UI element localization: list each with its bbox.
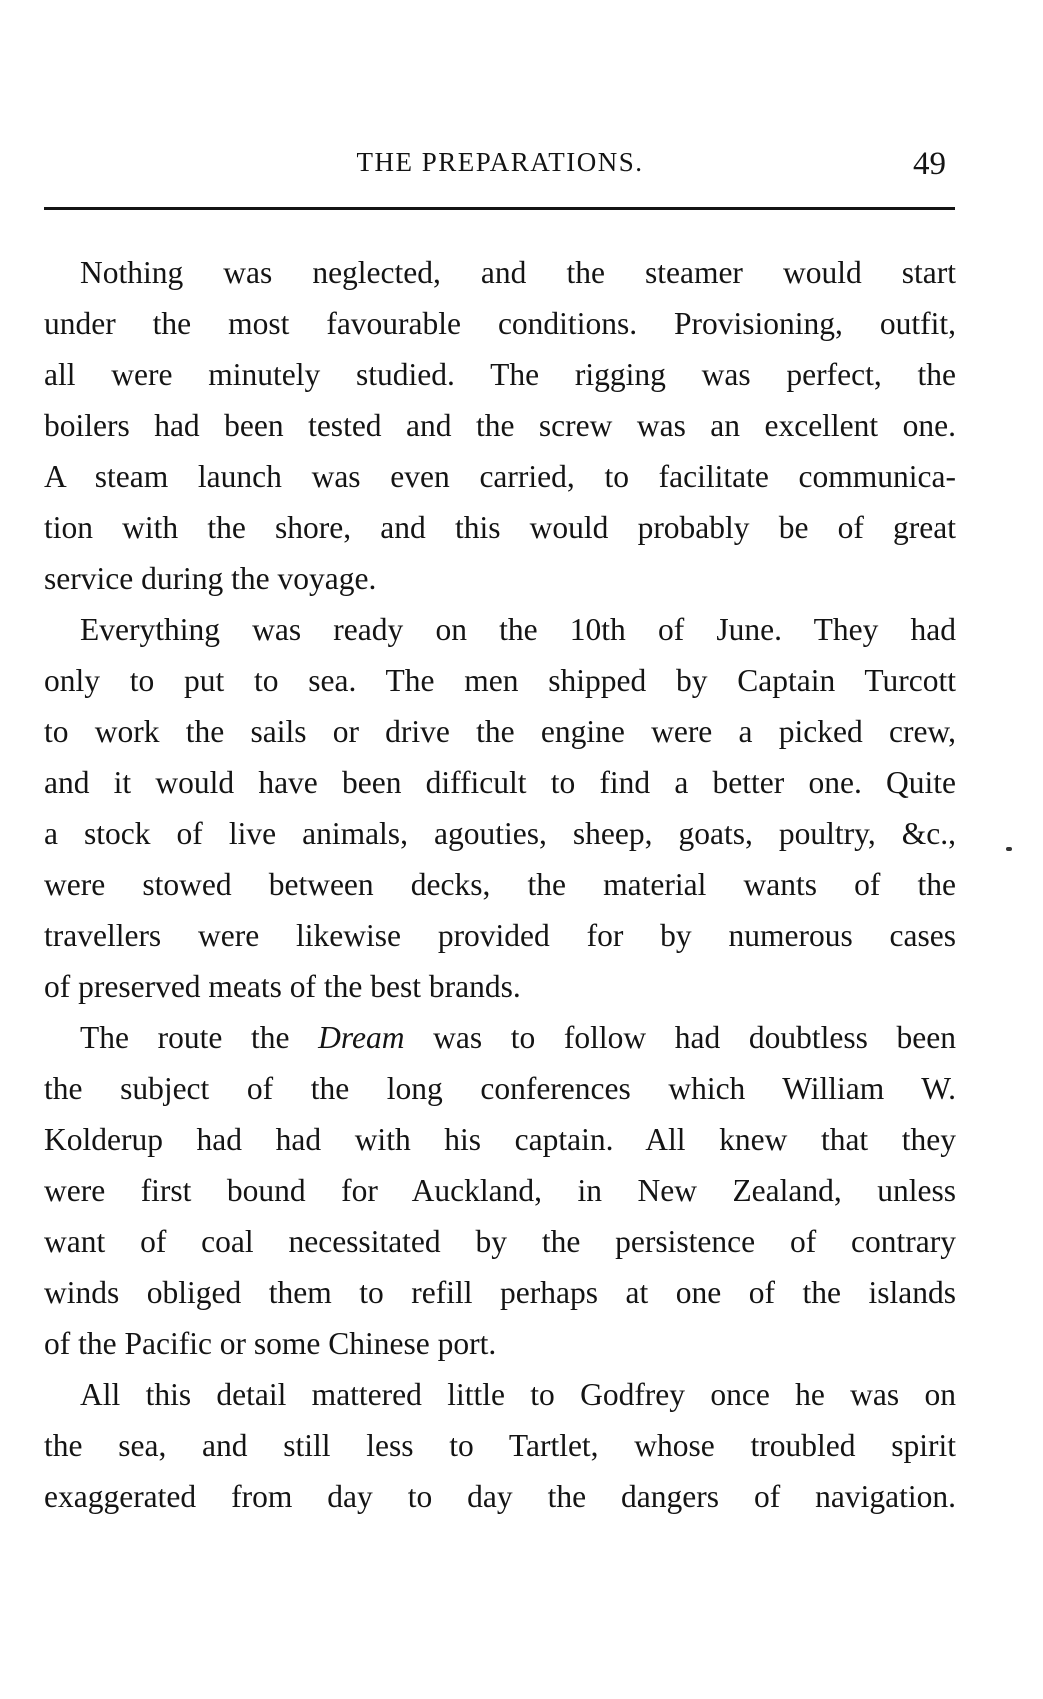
print-speck xyxy=(1006,847,1012,851)
text-line: winds obliged them to refill perhaps at one of the islands xyxy=(44,1275,956,1310)
text-line: A steam launch was even carried, to facilitate communica- xyxy=(44,459,956,494)
text-line: were first bound for Auckland, in New Zealand, unless xyxy=(44,1173,956,1208)
paragraph-2 xyxy=(44,604,956,1012)
text-line: and it would have been difficult to find a better one. Quite xyxy=(44,765,956,800)
text-line: the sea, and still less to Tartlet, whose troubled spirit xyxy=(44,1428,956,1463)
text-line: only to put to sea. The men shipped by Captain Turcott xyxy=(44,663,956,698)
running-title: THE PREPARATIONS. xyxy=(356,147,644,177)
text-segment: The route the xyxy=(80,1020,290,1055)
text-line: all were minutely studied. The rigging was perfect, the xyxy=(44,357,956,392)
text-line: service during the voyage. xyxy=(44,561,377,596)
text-line: under the most favourable conditions. Provisioning, outfit, xyxy=(44,306,956,341)
ship-name-italic: Dream xyxy=(318,1020,405,1055)
running-head xyxy=(44,140,956,184)
text-line: were stowed between decks, the material wants of the xyxy=(44,867,956,902)
text-line: the subject of the long conferences which William W. xyxy=(44,1071,956,1106)
text-line: Everything was ready on the 10th of June. They had xyxy=(80,612,956,647)
text-line: of the Pacific or some Chinese port. xyxy=(44,1326,497,1361)
body-text xyxy=(44,247,956,1522)
text-segment: was to follow had doubtless been xyxy=(433,1020,956,1055)
text-line: exaggerated from day to day the dangers of navigation. xyxy=(44,1479,956,1514)
text-line: Kolderup had had with his captain. All knew that they xyxy=(44,1122,956,1157)
header-rule xyxy=(44,207,955,210)
text-line: tion with the shore, and this would probably be of great xyxy=(44,510,956,545)
text-line: want of coal necessitated by the persistence of contrary xyxy=(44,1224,956,1259)
paragraph-1 xyxy=(44,247,956,604)
text-line: to work the sails or drive the engine were a picked crew, xyxy=(44,714,956,749)
text-line xyxy=(44,1012,956,1063)
paragraph-4 xyxy=(44,1369,956,1522)
paragraph-3 xyxy=(44,1012,956,1369)
page-number: 49 xyxy=(913,146,946,182)
text-line: Nothing was neglected, and the steamer would start xyxy=(80,255,956,290)
text-line: a stock of live animals, agouties, sheep, goats, poultry, &c., xyxy=(44,816,956,851)
text-line: boilers had been tested and the screw was an excellent one. xyxy=(44,408,956,443)
text-line: travellers were likewise provided for by numerous cases xyxy=(44,918,956,953)
text-line: All this detail mattered little to Godfrey once he was on xyxy=(80,1377,956,1412)
text-line: of preserved meats of the best brands. xyxy=(44,969,521,1004)
